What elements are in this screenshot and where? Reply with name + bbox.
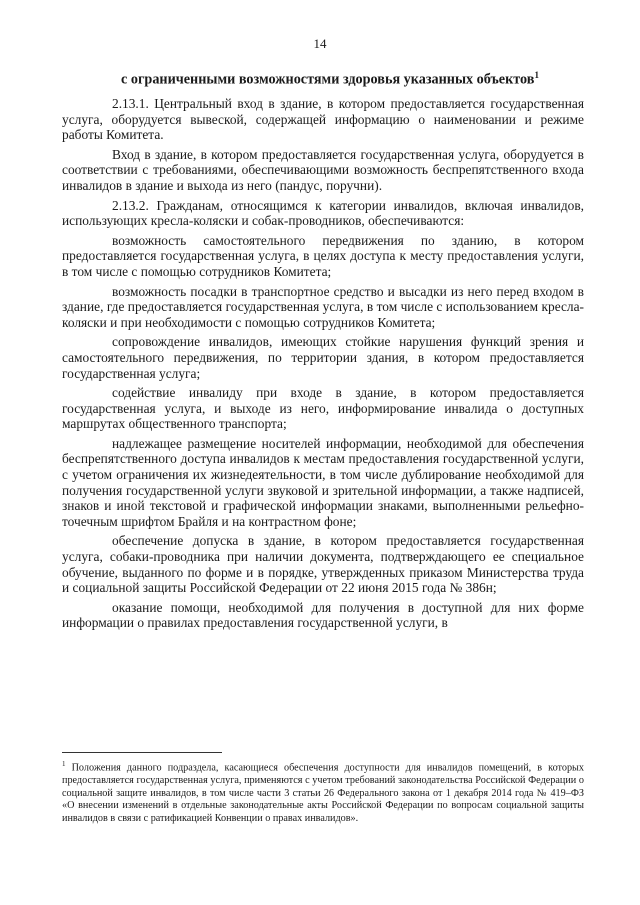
paragraph: 2.13.1. Центральный вход в здание, в котором предоставляется государственная услуга, оборудуется вывеской, содержащей информацию о наименовании и режиме работы Комитета. (62, 96, 584, 143)
paragraph: Вход в здание, в котором предоставляется государственная услуга, оборудуется в соответствии с требованиями, обеспечивающими возможность беспрепятственного входа инвалидов в здание и выхода из него (пандус, поручни). (62, 146, 584, 193)
paragraph: возможность самостоятельного передвижения по зданию, в котором предоставляется государственная услуга, в целях доступа к месту предоставления услуги, в том числе с помощью сотрудников Комитета; (62, 232, 584, 279)
paragraph: оказание помощи, необходимой для получения в доступной для них форме информации о правилах предоставления государственной услуги, в (62, 599, 584, 631)
section-heading (60, 70, 600, 89)
paragraph: 2.13.2. Гражданам, относящимся к категории инвалидов, включая инвалидов, использующих кресла-коляски и собак-проводников, обеспечиваются: (62, 197, 584, 229)
footnote-mark: 1 (62, 760, 66, 768)
paragraph: сопровождение инвалидов, имеющих стойкие нарушения функций зрения и самостоятельного передвижения, по территории здания, в котором предоставляется государственная услуга; (62, 334, 584, 381)
footnote (62, 758, 584, 825)
paragraph: содействие инвалиду при входе в здание, в котором предоставляется государственная услуга, и выходе из него, информирование инвалида о доступных маршрутах общественного транспорта; (62, 385, 584, 432)
paragraph: надлежащее размещение носителей информации, необходимой для обеспечения беспрепятственного доступа инвалидов к местам предоставления государственной услуги, с учетом ограничения их жизнедеятельности, в том числе дублирование необходимой для получения государственной услуги звуковой и зрительной информации, а также надписей, знаков и иной текстовой и графической информации знаками, выполненными рельефно-точечным шрифтом Брайля и на контрастном фоне; (62, 435, 584, 529)
section-heading-text: с ограниченными возможностями здоровья указанных объектов (121, 71, 535, 88)
page-number: 14 (313, 36, 327, 51)
heading-footnote-mark: 1 (534, 70, 539, 80)
body-text (62, 96, 584, 635)
footnote-divider (62, 752, 222, 753)
paragraph: обеспечение допуска в здание, в котором предоставляется государственная услуга, собаки-проводника при наличии документа, подтверждающего ее специальное обучение, выданного по форме и в порядке, утвержденных приказом Министерства труда и социальной защиты Российской Федерации от 22 июня 2015 года № 386н; (62, 533, 584, 596)
footnote-text: Положения данного подраздела, касающиеся обеспечения доступности для инвалидов помещений, в которых предоставляется государственная услуга, применяются с учетом требований законодательства Российской Федерации о социальной защите инвалидов, в том числе части 3 статьи 26 Федерального закона от 1 декабря 2014 года № 419–ФЗ «О внесении изменений в отдельные законодательные акты Российской Федерации по вопросам социальной защиты инвалидов в связи с ратификацией Конвенции о правах инвалидов». (62, 762, 584, 824)
paragraph: возможность посадки в транспортное средство и высадки из него перед входом в здание, где предоставляется государственная услуга, в том числе с использованием кресла-коляски и при необходимости с помощью сотрудников Комитета; (62, 283, 584, 330)
